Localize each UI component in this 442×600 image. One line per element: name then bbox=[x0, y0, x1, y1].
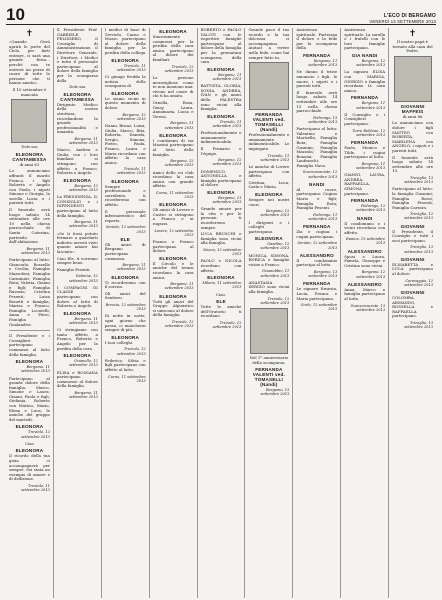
place-date: Bergamo, 11 settembre 2013 bbox=[308, 58, 338, 68]
place-date: Bergamo, 11 settembre 2013 bbox=[68, 220, 98, 229]
masthead-date: VENERDÌ 13 SETTEMBRE 2013 bbox=[369, 19, 436, 24]
place-date: Treviglio, 13 settembre 2013 bbox=[404, 321, 434, 330]
notice-text: I medici di base di Treviolo, Curno e Mozzo partecipano al dolore della famiglia per la perdita della collega bbox=[104, 28, 146, 55]
divider bbox=[9, 330, 50, 331]
notice-text: Il personale infermieristico del reparto. bbox=[104, 208, 146, 223]
notice-text: Anna, Marco e famiglia partecipano al lutto. bbox=[344, 286, 386, 302]
deceased-name: ELE bbox=[216, 299, 226, 305]
notice-text: Sposi e Laura, Pamela, Giuseppe e Cristina sono vicini. bbox=[344, 253, 386, 268]
deceased-name: ELEONORA bbox=[159, 29, 187, 34]
place-date: Seriate, 12 settembre 2013 bbox=[297, 241, 338, 250]
page-number: 10 bbox=[6, 5, 25, 24]
notice-text: La signora ELISA con MARISA, GIORGIO e famiglia ricordano la cara amica. bbox=[344, 69, 386, 93]
place-date: Bergamo, 12 settembre 2013 bbox=[356, 270, 386, 279]
deceased-name: NANDI bbox=[356, 215, 373, 221]
notice-text: DOMENICO, ANTONELLA e famiglia partecipano al dolore. bbox=[200, 168, 242, 188]
quote: «Se ti fossi potuto fermare a guardarti indietro avresti visto quanto amore hai lasciato». bbox=[56, 230, 98, 254]
masthead-title: L'ECO DI BERGAMO bbox=[383, 13, 436, 19]
place-date: Bergamo, 12 settembre 2013 bbox=[116, 112, 146, 121]
notice-text: Partecipano al lutto: la famiglia Gusmini; Famiglia Rossi; Famiglia Pesenti; Famiglia Carrara. bbox=[392, 186, 434, 210]
notice-text: ELISA e ROSSANA partecipano commosse al dolore della famiglia. bbox=[56, 369, 98, 389]
notice-text: Il nostro papà è tornato alla casa del Padre. bbox=[392, 39, 433, 54]
notice-text: Zia e cugina: i cugini partecipano. bbox=[296, 229, 338, 239]
masthead bbox=[369, 13, 436, 24]
column-2 bbox=[54, 28, 102, 598]
portrait-photo bbox=[249, 62, 289, 110]
notice-text: Gli amici del Sentiero. bbox=[104, 290, 146, 301]
place-date: Curno, 11 settembre 2013 bbox=[155, 190, 194, 200]
place-date: Treviolo, 12 settembre 2013 bbox=[164, 64, 194, 73]
place-date: Curno, 11 settembre 2013 bbox=[107, 374, 146, 383]
deceased-name: ELEONORA bbox=[111, 90, 140, 96]
deceased-name: ELEONORA bbox=[159, 293, 187, 299]
place-date: Pedrengo, 11 settembre 2013 bbox=[308, 212, 338, 222]
notice-text: Il Presidente e i Consiglieri partecipano commossi al lutto della famiglia. bbox=[9, 333, 50, 357]
deceased-name: FERNANDA VALENTI ved. TOMASELLI (Nandi) bbox=[252, 367, 285, 388]
deceased-name: ELE bbox=[120, 236, 130, 242]
place-date: Treviglio, 13 settembre 2013 bbox=[404, 245, 434, 254]
notice-text: Il Consiglio e i Consiglieri partecipano. bbox=[344, 111, 386, 126]
notice-text: Franca e Franco partecipano al dolore. bbox=[152, 239, 194, 254]
place-date: Treviolo, 11 settembre 2013 bbox=[116, 167, 146, 176]
deceased-name: ELEONORA bbox=[111, 334, 140, 340]
notice-text: Nel 1° anniversario della scomparsa. bbox=[249, 355, 289, 365]
place-date: Scanzorosciate, 12 settembre 2013 bbox=[302, 170, 338, 179]
notice-text: Marco, Andrea e Giulia con i loro familiari si stringono con affetto a Franco, Roberta e Angelo. bbox=[56, 147, 98, 176]
notice-text: Ciao Ele, ti vorremo sempre bene. bbox=[56, 255, 98, 266]
age: di anni 86 bbox=[402, 113, 423, 119]
announcement: Il 10 settembre è mancata bbox=[12, 86, 47, 97]
notice-text: Ci stringiamo con tanto affetto a Franco, Roberta e Angelo per la perdita della cara bbox=[56, 327, 98, 351]
deceased-name: ELEONORA bbox=[111, 274, 140, 280]
column-6 bbox=[245, 28, 293, 598]
notice-text: Il ricordo della tua gioia ci accompagnerà per sempre. Sei stata un esempio di amore e di dedizione. bbox=[9, 453, 50, 482]
notice-text: Ciao bbox=[25, 440, 34, 446]
column-3 bbox=[102, 28, 150, 598]
notice-text: Federico, Silvia e figli partecipano con affetto al lutto. bbox=[104, 357, 146, 372]
notice-text: I COMPAGNI DI CLASSE partecipano con dolore al lutto di Roberta e Angelo. bbox=[56, 284, 98, 309]
quote: «Quando Gesù aprirà le porte del Cielo, per farti entrare, ci sarà una grande festa... perché con te entrerà un pezzo di cuore di tutte le persone che ti hanno amato». bbox=[9, 39, 50, 86]
notice-text: Dirigente Medico della nostra struttura, ricordandone la grande professionalità e umanità. bbox=[56, 101, 98, 135]
place-date: Pedrengo, 12 settembre 2013 bbox=[356, 204, 386, 213]
notice-text: ELISABETTA e LUCA partecipano al dolore. bbox=[392, 261, 434, 277]
place-date: Bergamo, 11 settembre 2013 bbox=[21, 365, 50, 374]
place-date: Bergamo, 13 settembre 2013 bbox=[308, 270, 338, 279]
place-date: Grassobbio, 11 settembre 2013 bbox=[260, 269, 290, 278]
place-date: Bergamo, 11 settembre 2013 bbox=[356, 101, 386, 110]
notice-text: Sempre professionale e sorridente, ti ricorderemo con affetto. bbox=[104, 183, 146, 208]
place-date: Bergamo, 12 settembre 2013 bbox=[212, 158, 242, 167]
place-date: Bergamo, 11 settembre 2013 bbox=[68, 390, 98, 400]
deceased-name: ELEONORA bbox=[255, 191, 283, 197]
column-7 bbox=[293, 28, 341, 598]
column-5 bbox=[198, 28, 246, 598]
place-date: Seriate, 12 settembre 2013 bbox=[105, 225, 146, 234]
portrait-photo bbox=[11, 99, 47, 143]
deceased-name: ELEONORA bbox=[15, 359, 44, 365]
place-date: Lovere, 12 settembre 2013 bbox=[154, 228, 194, 237]
deceased-name: ELEONORA bbox=[207, 66, 235, 72]
notice-text: Nanni, Bruno, Luisa, Giulia, Marco, Rita, Roberta, Daniela, Sergio, Simona, Pietro, Paola, Franco, Laura e Maria ricordano con affetto la cara amica. bbox=[104, 122, 146, 165]
deceased-name: ELEONORA bbox=[207, 189, 235, 195]
cross-icon: ✝ bbox=[25, 29, 34, 39]
place-date: Treviolo, 11 settembre 2013 bbox=[21, 484, 50, 493]
notice-text: Gli amici di Lovere e Castro si stringono a Franco e ai ragazzi. bbox=[152, 207, 194, 227]
deceased-name: ALESSANDRO bbox=[347, 248, 382, 254]
place-date: Dalmine, 12 settembre 2013 bbox=[68, 274, 98, 283]
quote: Grande amore per la vita e per le persone: ti ricorderemo sempre. bbox=[200, 206, 242, 230]
deceased-name: GIOVANNI bbox=[400, 290, 425, 296]
deceased-name: FERNANDA bbox=[350, 95, 379, 101]
quote: Le persone meravigliose come te non muoiono mai: vivono nel cuore di chi ti ha amato. bbox=[152, 74, 194, 99]
title: Dott.ssa bbox=[69, 84, 86, 90]
deceased-name: ELEONORA bbox=[207, 275, 235, 281]
deceased-name: FERNANDA bbox=[350, 139, 379, 145]
page-header bbox=[6, 4, 436, 25]
notice-text: GIANNI, LAURA, ANDREA, RAFFAELLA, SIMONA partecipano. bbox=[344, 172, 386, 196]
notice-text: Tutti gli amici del Gruppo Alpinistico si uniscono al dolore della famiglia. bbox=[152, 298, 194, 318]
column-4 bbox=[150, 28, 198, 598]
deceased-name: GIOVANNI MAFFEIS bbox=[400, 103, 425, 114]
place-date: Bergamo, 13 settembre 2013 bbox=[260, 388, 290, 397]
deceased-name: ELEONORA bbox=[15, 448, 44, 454]
notice-text: Partecipano al lutto: Giancarlo, Rossella e Cecilia; Famiglia Mazzoleni; Famiglia Carminati; Famiglia Rota; Valeria, Gianni e figli; Famiglia Ravasio; Cristina Pesenti; Luisa Bonetti e famiglia; Marisa e Franco; Famiglia Locatelli; Anna e Piero; Famiglia Gualandris. bbox=[9, 257, 50, 327]
deceased-name: ALESSANDRO bbox=[347, 281, 382, 287]
notice-text: Le signore Ernesta, Lucia, Franca e Maria partecipano. bbox=[296, 286, 338, 301]
quote: Grande pace il tuo ricordo e la tua dolcezza ci accompagnino. Aiutaci a vivere nella fede, come hai sempre fatto tu. bbox=[248, 28, 290, 60]
notice-text: PAOLO e NICOLA ricordano con affetto. bbox=[200, 258, 242, 273]
place-date: Gorle, 12 settembre 2013 bbox=[300, 303, 338, 312]
notice-text: Amici dello sci club ricordano la cara amica con grande affetto. bbox=[152, 169, 194, 189]
notice-text: Il Primario e l'équipe. bbox=[200, 145, 242, 156]
deceased-name: NANDI bbox=[309, 181, 325, 187]
place-date: Bergamo, 11 settembre 2013 bbox=[164, 282, 194, 291]
notice-text: Sinceramente commossi per la perdita della cara amica partecipano al dolore dei familiari. bbox=[152, 34, 194, 62]
notice-text: Al cuore, partecipano: Cugino Mario e figli; Famiglia Rota; Famiglia Pesenti. bbox=[296, 186, 338, 211]
deceased-name: GIA NANDI bbox=[351, 52, 378, 58]
place-date: Bergamo, 11 settembre 2013 bbox=[68, 136, 98, 146]
notice-text: Assistenza spirituale. Partecipa il dolore e la fede per la scomparsa della bbox=[296, 28, 338, 51]
deceased-name: GIOVANNI bbox=[400, 223, 425, 229]
place-date: Treviolo, 12 settembre 2013 bbox=[164, 320, 194, 329]
place-date: Bergamo, 11 settembre 2013 bbox=[212, 72, 242, 81]
title: Dott.ssa bbox=[21, 144, 38, 150]
notice-text: I dirigenti e i colleghi partecipano. bbox=[248, 219, 290, 234]
notice-text: Il Circolo e le amiche del tennis ricordano la cara amica. bbox=[152, 260, 194, 280]
notice-text: Lo annunciano affranti il marito Franco, i figli Roberta e Angelo con Paola, i nipoti Simone e Giorgia, la sorella Lucia e i parenti tutti. bbox=[9, 168, 50, 206]
column-9 bbox=[389, 28, 436, 598]
place-date: Bergamo, 12 settembre 2013 bbox=[356, 58, 386, 68]
deceased-name: ELEONORA bbox=[159, 132, 187, 138]
place-date: Caravaggio, 12 settembre 2013 bbox=[404, 278, 434, 287]
deceased-name: ELEONORA bbox=[63, 310, 92, 316]
notice-text: Ne danno il triste annuncio i figli, le nuore, i nipoti e i parenti tutti. bbox=[296, 69, 338, 89]
notice-text: Il funerale avrà luogo sabato 14 settembre alle ore 15 nella chiesa parrocchiale. bbox=[296, 89, 338, 114]
notice-text: Professionalmente e umanamente indimenticabile. bbox=[200, 130, 242, 145]
column-1 bbox=[6, 28, 54, 598]
place-date: Treviolo, 11 settembre 2013 bbox=[116, 63, 146, 72]
deceased-name: ELEONORA bbox=[111, 178, 140, 184]
notice-text: MONICA, SIMONA, ENRICA e famiglie vicine a Franco. bbox=[248, 252, 290, 267]
deceased-name: ELEONORA bbox=[15, 424, 44, 430]
portrait-photo bbox=[250, 308, 288, 354]
notice-text: Ciao. bbox=[215, 291, 227, 297]
notice-text: Ornella, Rosa, Giusy, Laura, Annamaria, Lucia e Teresa. bbox=[152, 99, 194, 119]
deceased-name: ELEONORA bbox=[207, 113, 235, 119]
notice-text: Il condominio e i vicini ricordano con affetto. bbox=[344, 220, 386, 235]
notice-text: ROBERTO e PAOLO VALOTI con le rispettive famiglie partecipano al dolore della famiglia per la prematura scomparsa della cara bbox=[200, 28, 242, 65]
place-date: Bergamo, 12 settembre 2013 bbox=[260, 209, 290, 218]
place-date: Bergamo, 11 settembre 2013 bbox=[212, 195, 242, 205]
place-date: Treviolo, 11 settembre 2013 bbox=[212, 119, 242, 128]
place-date: Ranica, 13 settembre 2013 bbox=[346, 237, 386, 246]
notice-text: I condomini di via Mazzini partecipano al lutto della famiglia. bbox=[152, 137, 194, 157]
notice-text: Gli amici di Bergamo partecipano commossi. bbox=[104, 241, 146, 261]
place-date: Bergamo, 12 settembre 2013 bbox=[68, 183, 98, 193]
place-date: Gandino, 12 settembre 2013 bbox=[260, 242, 290, 251]
column-8 bbox=[341, 28, 389, 598]
notice-text: La PRESIDENZA, IL CONSIGLIO e i DIPENDENTI partecipano al lutto della famiglia. bbox=[56, 194, 98, 218]
place-date: Bergamo, 11 settembre 2013 bbox=[21, 246, 50, 256]
deceased-name: FERNANDA bbox=[303, 52, 331, 58]
place-date: Mozzo, 12 settembre 2013 bbox=[203, 248, 242, 257]
age: di anni 61 bbox=[19, 161, 40, 167]
portrait-photo bbox=[394, 56, 432, 102]
deceased-name: ELEONORA bbox=[159, 255, 187, 261]
notice-text: Di notte in notte, ogni giorno che passa, ci mancherai sempre di più. bbox=[104, 313, 146, 333]
place-date: Brescia, 12 settembre 2013 bbox=[105, 303, 146, 312]
notice-text: Tutte le amiche dell'Oratorio ti ricordano. bbox=[200, 304, 242, 319]
notice-text: BATTISTA, GLORIA, SONIA, ANDREA, IVAN e gli amici della PALESTRA sono vicini alla famiglia. bbox=[200, 83, 242, 112]
place-date: Bergamo, 11 settembre 2013 bbox=[164, 121, 194, 130]
deceased-name: FERNANDA VALENTI ved. TOMASELLI (Nandi) bbox=[252, 112, 285, 133]
obituary-columns bbox=[6, 28, 436, 598]
place-date: Treviolo, 12 settembre 2013 bbox=[21, 430, 50, 439]
notice-text: Ti ricorderemo con il sorriso. bbox=[104, 279, 146, 290]
place-date: Treviglio, 13 settembre 2013 bbox=[404, 175, 434, 185]
place-date: Bergamo, 11 settembre 2013 bbox=[116, 263, 146, 272]
place-date: Bergamo, 11 settembre 2013 bbox=[68, 316, 98, 325]
deceased-name: ELEONORA CANTAMESSA bbox=[12, 151, 47, 162]
notice-text: Sempre nei nostri cuori. bbox=[248, 196, 290, 207]
cross-icon: ✝ bbox=[408, 29, 417, 39]
notice-text: LUCA BRUSCHI e famiglia sono vicini alla famiglia. bbox=[200, 231, 242, 246]
deceased-name: FERNANDA bbox=[303, 281, 331, 287]
notice-text: ANASTASIA SERGIO sono vicini alla famiglia. bbox=[248, 279, 290, 295]
deceased-name: ELEONORA bbox=[159, 202, 187, 208]
notice-text: Le siamo vicini in questo momento di dolore. bbox=[104, 95, 146, 110]
notice-text: Il Presidente Prof. GABRIELE PELISSERO, il Consiglio di Amministrazione, il Direttore Generale, i Direttori, i Medici e tutto il personale partecipano al dolore della famiglia per la scomparsa della bbox=[56, 28, 98, 83]
notice-text: Assistenza spirituale. La sorella e i fratelli con le loro famiglie partecipano. bbox=[344, 28, 386, 51]
place-date: Scanzorosciate, 13 settembre 2013 bbox=[350, 303, 386, 312]
notice-text: Partecipano al lutto: Valentino e Marisella; Famiglia Rota; Famiglia Gusmini; Famiglia Mazzola; Famiglia Bonomi; Famiglia Lanfranchi; Famiglia Nava. bbox=[296, 126, 338, 168]
notice-text: Il funerale avrà luogo sabato 14 settembre alle ore 10 nella chiesa parrocchiale di Santa Caterina, partendo dall'abitazione. bbox=[9, 207, 50, 245]
place-date: Grumello, 12 settembre 2013 bbox=[68, 359, 98, 368]
notice-text: Famiglia Pesenti. bbox=[56, 266, 91, 272]
deceased-name: FERNANDA bbox=[303, 224, 331, 230]
deceased-name: ELEONORA bbox=[255, 236, 283, 242]
deceased-name: ELEONORA bbox=[111, 57, 140, 63]
deceased-name: GIOVANNI bbox=[400, 256, 425, 262]
place-date: Bergamo, 11 settembre 2013 bbox=[356, 161, 386, 170]
notice-text: Partecipano al grande dolore della famiglia: Marco, Simone e Laura; Gianni, Paola e figli; Stefania, Roberto con Matteo; Mario, Elena e Luca; le amiche del gruppo del martedì. bbox=[9, 375, 50, 422]
notice-text: Lo annunciano con dolore i figli MATTEO con ROBERTA, MARILENA con ANGELO, i nipoti e i parenti tutti. bbox=[392, 120, 434, 153]
place-date: Treviolo, 12 settembre 2013 bbox=[116, 347, 146, 356]
deceased-name: ELEONORA bbox=[63, 353, 92, 359]
place-date: Pedrengo, 13 settembre 2013 bbox=[308, 115, 338, 124]
place-date: Milano, 11 settembre 2013 bbox=[202, 281, 242, 290]
place-date: Treviolo, 12 settembre 2013 bbox=[212, 321, 242, 330]
place-date: Bergamo, 12 settembre 2013 bbox=[164, 159, 194, 168]
notice-text: COLOMBA, ARMANDO, ROSSELLA e RAFFAELLA partecipano. bbox=[392, 295, 434, 319]
place-date: Treviolo, 11 settembre 2013 bbox=[260, 153, 290, 162]
deceased-name: ELEONORA CANTAMESSA bbox=[60, 91, 95, 102]
notice-text: Il Presidente, il Consiglio e tutti i soci partecipano. bbox=[392, 228, 434, 243]
notice-text: Le amiche di Lovere partecipano con affetto. bbox=[248, 163, 290, 179]
notice-text: Cristina, Luca, Carla e Maria. bbox=[248, 179, 290, 190]
notice-text: Professionalmente e umanamente indimenticabile. Le impiegate. bbox=[248, 132, 290, 151]
notice-text: Il funerale avrà luogo sabato 14 settembre alle ore 10. bbox=[392, 154, 434, 174]
place-date: Torre Boldone, 12 settembre 2013 bbox=[352, 128, 386, 137]
place-date: Treviglio, 12 settembre 2013 bbox=[404, 212, 434, 221]
place-date: Treviolo, 12 settembre 2013 bbox=[260, 296, 290, 305]
deceased-name: FERNANDA bbox=[350, 198, 379, 204]
deceased-name: ALESSANDRO bbox=[299, 252, 334, 258]
notice-text: I tuoi colleghi. bbox=[104, 339, 134, 345]
notice-text: Paolo, Monica e Tilde, i cugini partecipano al lutto. bbox=[344, 144, 386, 160]
deceased-name: ELEONORA bbox=[63, 177, 92, 183]
notice-text: Il condominio partecipa al lutto. bbox=[296, 257, 338, 268]
notice-text: Ci giunge fredda la notizia della scomparsa di bbox=[104, 73, 146, 89]
